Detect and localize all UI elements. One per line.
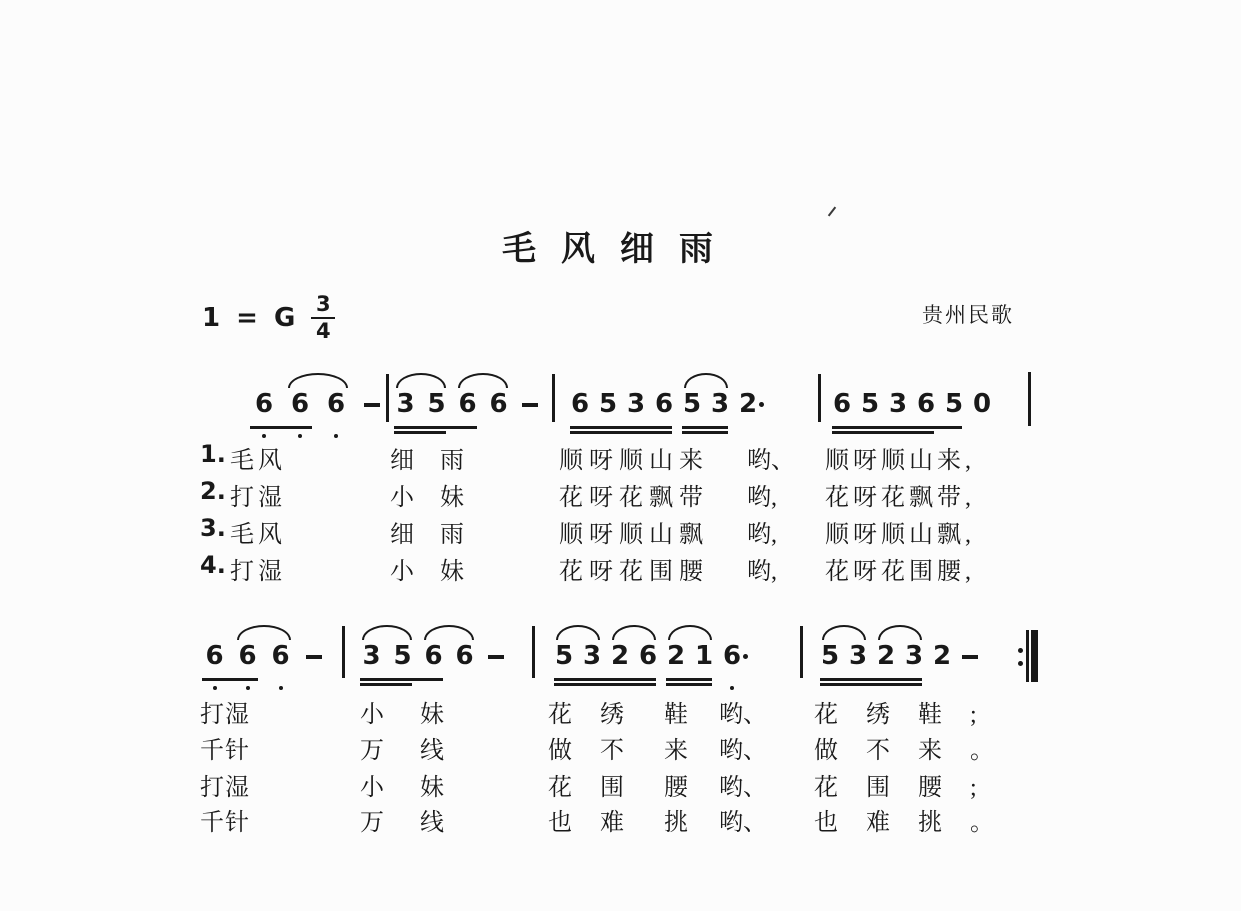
note-digit: 5 <box>598 389 618 419</box>
lyric-cell: 做不来。 <box>814 738 1022 764</box>
lyric-cell: 细 <box>390 448 414 474</box>
lyric-cell: 花 <box>548 775 572 801</box>
lyric-cell: 哟、 <box>719 775 767 801</box>
meter-numerator: 3 <box>316 291 331 316</box>
lyric-cell: 妹 <box>440 559 464 585</box>
note-digit: 6 <box>455 641 474 671</box>
note-digit: 6 <box>489 389 508 419</box>
lyric-cell: 打湿 <box>230 559 286 585</box>
lyric-cell: 打湿 <box>200 702 250 728</box>
lyric-cell: 千针 <box>200 738 250 764</box>
lyric-cell: 腰 <box>664 775 688 801</box>
lyric-cell: 妹 <box>420 702 444 728</box>
lyric-cell: 打湿 <box>230 485 286 511</box>
note-digit: 6 <box>231 642 264 672</box>
note-digit: 3 <box>582 641 602 671</box>
note-digit: 5 <box>944 389 964 419</box>
note-digit: 5 <box>427 389 446 419</box>
verse-number: 4. <box>200 551 226 579</box>
lyric-cell: 哟、 <box>719 738 767 764</box>
meter-denominator: 4 <box>316 319 331 344</box>
note-digit: 5 <box>820 641 840 671</box>
note-digit: 3 <box>888 389 908 419</box>
verse-number: 2. <box>200 477 226 505</box>
lyric-cell: 小 <box>360 775 384 801</box>
lyric-cell: 也 <box>548 810 572 836</box>
verse-row <box>0 694 1241 728</box>
lyric-cell: 小 <box>390 485 414 511</box>
lyric-cell: 绣 <box>600 702 624 728</box>
lyric-cell: 不 <box>600 738 624 764</box>
note-digit: 6 <box>458 389 477 419</box>
lyric-cell: 花呀花飘带 <box>559 485 709 511</box>
note-digit: 6 <box>282 390 318 420</box>
note-digit: 6 <box>198 642 231 672</box>
lyric-cell: 打湿 <box>200 775 250 801</box>
note-digit: 6 <box>916 389 936 419</box>
lyric-cell: 哟、 <box>747 448 795 474</box>
lyric-cell: 鞋 <box>664 702 688 728</box>
note-digit: 6 <box>424 641 443 671</box>
lyric-cell: 顺呀顺山来, <box>825 448 975 474</box>
lyric-cell: 花呀花围腰, <box>825 559 975 585</box>
note-digit: 0 <box>972 389 992 419</box>
song-title: 毛风细雨 <box>502 231 738 268</box>
verse-number: 3. <box>200 514 226 542</box>
lyric-cell: 顺呀顺山飘 <box>559 522 709 548</box>
lyric-cell: 花绣鞋; <box>814 702 1005 728</box>
lyric-cell: 也难挑。 <box>814 810 1022 836</box>
lyric-cell: 细 <box>390 522 414 548</box>
lyric-cell: 哟, <box>747 522 777 548</box>
lyric-cell: 妹 <box>440 485 464 511</box>
note-digit: 3 <box>904 641 924 671</box>
lyric-cell: 妹 <box>420 775 444 801</box>
note-digit: 1 <box>694 641 714 671</box>
note-digit: 5 <box>860 389 880 419</box>
note-digit: 6 <box>570 389 590 419</box>
note-digit: 2 <box>610 641 630 671</box>
lyric-cell: 哟、 <box>719 810 767 836</box>
lyric-cell: 万 <box>360 810 384 836</box>
lyric-cell: 做 <box>548 738 572 764</box>
key-label: 1 = G <box>202 303 296 333</box>
note-digit: 3 <box>396 389 415 419</box>
note-digit: 2 <box>876 641 896 671</box>
note-digit: 6 <box>718 642 746 672</box>
note-digit: 3 <box>362 641 381 671</box>
note-digit: 5 <box>554 641 574 671</box>
note-digit: 3 <box>626 389 646 419</box>
lyric-cell: 围 <box>600 775 624 801</box>
lyric-cell: 毛风 <box>230 522 286 548</box>
lyric-cell: 万 <box>360 738 384 764</box>
lyric-cell: 哟、 <box>719 702 767 728</box>
source-attribution: 贵州民歌 <box>922 303 1014 327</box>
note-digit: 2 <box>932 641 952 671</box>
lyric-cell: 哟, <box>747 559 777 585</box>
note-digit: 6 <box>638 641 658 671</box>
verse-row <box>0 767 1241 801</box>
lyric-cell: 雨 <box>440 522 464 548</box>
lyric-cell: 难 <box>600 810 624 836</box>
note-digit: 6 <box>832 389 852 419</box>
verse-number: 1. <box>200 440 226 468</box>
note-digit: 6 <box>264 642 297 672</box>
note-digit: 5 <box>682 389 702 419</box>
lyric-cell: 哟, <box>747 485 777 511</box>
note-digit: 6 <box>246 390 282 420</box>
note-digit: 2 <box>734 390 762 420</box>
note-digit: 5 <box>393 641 412 671</box>
lyric-cell: 顺呀顺山飘, <box>825 522 975 548</box>
lyric-cell: 花围腰; <box>814 775 1005 801</box>
note-digit: 3 <box>848 641 868 671</box>
lyric-cell: 小 <box>360 702 384 728</box>
lyric-cell: 来 <box>664 738 688 764</box>
lyric-cell: 毛风 <box>230 448 286 474</box>
lyric-cell: 花呀花围腰 <box>559 559 709 585</box>
lyric-cell: 花 <box>548 702 572 728</box>
lyric-cell: 小 <box>390 559 414 585</box>
lyric-cell: 千针 <box>200 810 250 836</box>
lyric-cell: 线 <box>420 810 444 836</box>
lyric-cell: 线 <box>420 738 444 764</box>
note-digit: 6 <box>654 389 674 419</box>
note-digit: 2 <box>666 641 686 671</box>
lyric-cell: 顺呀顺山来 <box>559 448 709 474</box>
note-digit: 3 <box>710 389 730 419</box>
lyric-cell: 雨 <box>440 448 464 474</box>
lyric-cell: 挑 <box>664 810 688 836</box>
note-digit: 6 <box>318 390 354 420</box>
lyric-cell: 花呀花飘带, <box>825 485 975 511</box>
verse-row <box>0 730 1241 764</box>
verse-row <box>0 802 1241 836</box>
